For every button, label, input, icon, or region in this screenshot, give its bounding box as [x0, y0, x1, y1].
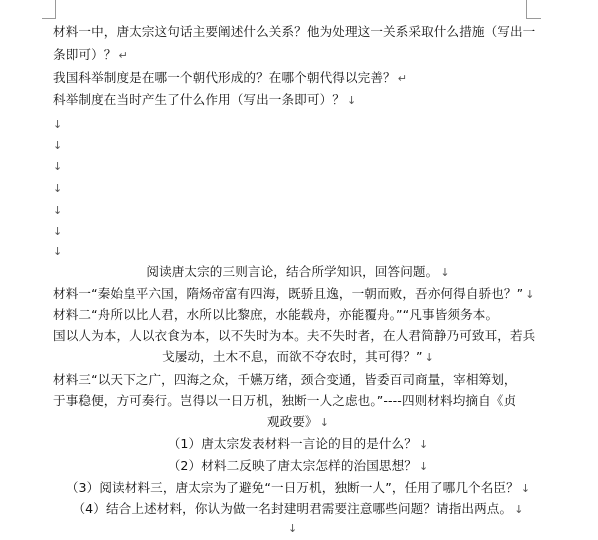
empty-paragraph-mark: ↓: [53, 118, 63, 131]
paragraph-mark: ↓: [514, 503, 524, 516]
question-1: （1）唐太宗发表材料一言论的目的是什么？ ↓: [167, 436, 429, 451]
question-line-4: 科举制度在当时产生了什么作用（写出一条即可）？ ↓: [53, 92, 357, 107]
question-line-1: 材料一中，唐太宗这句话主要阐述什么关系？他为处理这一关系采取什么措施（写出一: [53, 24, 536, 39]
paragraph-mark: ↓: [346, 94, 357, 107]
paragraph-mark: ↵: [397, 72, 408, 85]
empty-paragraph-mark: ↓: [53, 204, 63, 217]
material-3-line-1: 材料三“以天下之广，四海之众，千嬿万绪，颈合变通，皆委百司商量，宰相筹划，: [53, 372, 517, 387]
material-2-line-2: 国以人为本，人以衣食为本，以不失时为本。夫不失时者，在人君简静乃可致耳，若兵: [53, 328, 536, 343]
paragraph-mark: ↓: [418, 438, 429, 451]
question-2: （2）材料二反映了唐太宗怎样的治国思想？ ↓: [167, 458, 429, 473]
section-heading: 阅读唐太宗的三则言论，结合所学知识，回答问题。 ↓: [146, 264, 450, 279]
material-3-line-3: 观政要》 ↓: [266, 414, 330, 429]
empty-paragraph-mark: ↓: [53, 225, 63, 238]
material-1: 材料一“秦始皇平六国，隋炀帝富有四海，既骄且逸，一朝而败，吾亦何得自骄也？” ↓: [53, 286, 535, 301]
question-3: （3）阅读材料三，唐太宗为了避免“一日万机，独断一人”，任用了哪几个名臣？ ↓: [65, 480, 531, 495]
paragraph-mark: ↵: [118, 49, 128, 62]
empty-paragraph-mark: ↓: [53, 245, 63, 258]
material-3-line-2: 于事稳便，方可奏行。岂得以一日万机，独断一人之虑也。”----四则材料均摘自《贞: [53, 393, 517, 408]
paragraph-mark: ↓: [319, 416, 330, 429]
paragraph-mark: ↓: [424, 351, 434, 364]
empty-paragraph-mark: ↓: [53, 182, 63, 195]
material-2-line-3: 戈屡动，土木不息，而欲不夺农时，其可得？” ↓: [162, 349, 434, 364]
top-left-margin-mark: [42, 0, 56, 19]
material-2-line-1: 材料二“舟所以比人君，水所以比黎庶，水能载舟，亦能覆舟。”“凡事皆须务本。: [53, 307, 499, 322]
paragraph-mark: ↓: [418, 460, 429, 473]
question-line-2: 条即可）？ ↵: [53, 47, 128, 62]
question-4: （4）结合上述材料，你认为做一名封建明君需要注意哪些问题？请指出两点。 ↓: [72, 501, 524, 516]
empty-paragraph-mark: ↓: [53, 139, 63, 152]
paragraph-mark: ↓: [440, 266, 450, 279]
empty-paragraph-mark: ↓: [53, 160, 63, 173]
question-line-3: 我国科举制度是在哪一个朝代形成的？在哪个朝代得以完善？ ↵: [53, 70, 408, 85]
empty-paragraph-mark: ↓: [288, 522, 298, 535]
paragraph-mark: ↓: [520, 482, 531, 495]
paragraph-mark: ↓: [525, 288, 535, 301]
top-right-margin-mark: [526, 0, 541, 19]
